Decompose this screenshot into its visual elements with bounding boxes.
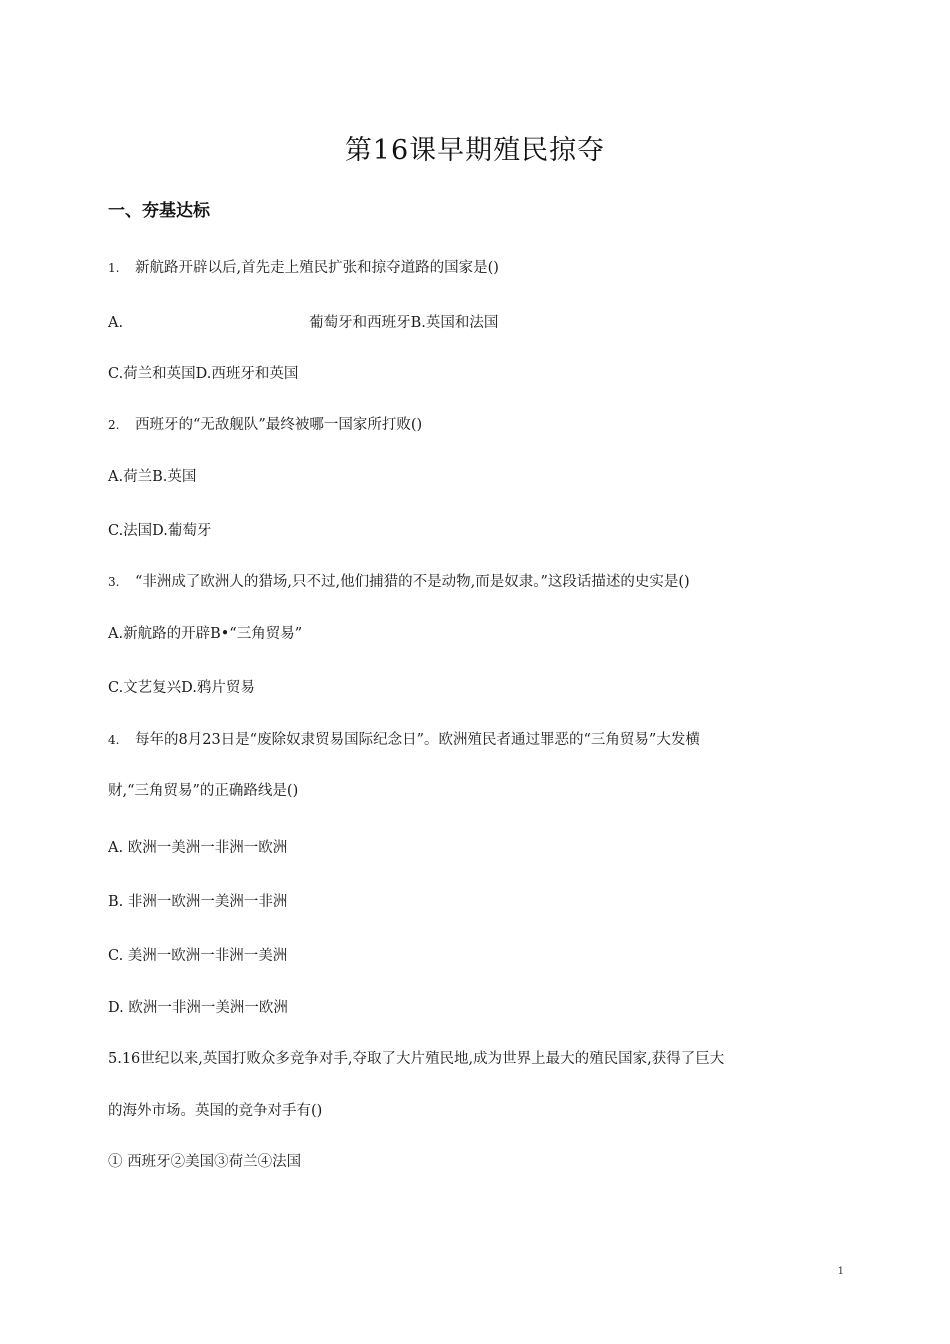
question-2 <box>108 413 422 434</box>
question-1 <box>108 256 499 277</box>
question-number: 4. <box>108 733 120 747</box>
question-5-continued: 的海外市场。英国的竞争对手有() <box>108 1103 323 1119</box>
section-heading: 一、夯基达标 <box>108 201 210 221</box>
question-4-option-b: B. 非洲一欧洲一美洲一非洲 <box>108 894 288 910</box>
page-number: 1 <box>837 1266 844 1277</box>
question-1-options-ab <box>108 311 498 332</box>
option-text: 葡萄牙和西班牙B.英国和法国 <box>309 315 499 331</box>
question-text: 西班牙的“无敌舰队”最终被哪一国家所打败() <box>135 417 423 433</box>
question-text: 每年的8月23日是“废除奴隶贸易国际纪念日”。欧洲殖民者通过罪恶的“三角贸易”大发横 <box>135 732 700 748</box>
question-4-option-a: A. 欧洲一美洲一非洲一欧洲 <box>108 840 288 856</box>
question-number: 2. <box>108 418 120 432</box>
question-2-options-ab: A.荷兰B.英国 <box>108 469 197 485</box>
question-4-option-d: D. 欧洲一非洲一美洲一欧洲 <box>108 1000 288 1016</box>
question-text: “非洲成了欧洲人的猎场,只不过,他们捕猎的不是动物,而是奴隶。”这段话描述的史实是() <box>135 574 690 590</box>
page-title: 第16课早期殖民掠夺 <box>344 135 606 166</box>
question-3-options-cd: C.文艺复兴D.鸦片贸易 <box>108 680 255 696</box>
option-label: A. <box>108 315 124 331</box>
question-1-options-cd: C.荷兰和英国D.西班牙和英国 <box>108 366 299 382</box>
question-4-continued: 财,“三角贸易”的正确路线是() <box>108 783 299 799</box>
question-3 <box>108 570 690 591</box>
question-number: 1. <box>108 261 120 275</box>
question-4-option-c: C. 美洲一欧洲一非洲一美洲 <box>108 948 288 964</box>
question-4 <box>108 728 700 749</box>
question-5: 5.16世纪以来,英国打败众多竞争对手,夺取了大片殖民地,成为世界上最大的殖民国家,获得了巨大 <box>108 1051 725 1067</box>
question-3-options-ab: A.新航路的开辟B•“三角贸易” <box>108 626 303 642</box>
question-2-options-cd: C.法国D.葡萄牙 <box>108 523 212 539</box>
question-number: 3. <box>108 575 120 589</box>
question-5-choices: ① 西班牙②美国③荷兰④法国 <box>108 1154 302 1170</box>
question-text: 新航路开辟以后,首先走上殖民扩张和掠夺道路的国家是() <box>135 260 499 276</box>
